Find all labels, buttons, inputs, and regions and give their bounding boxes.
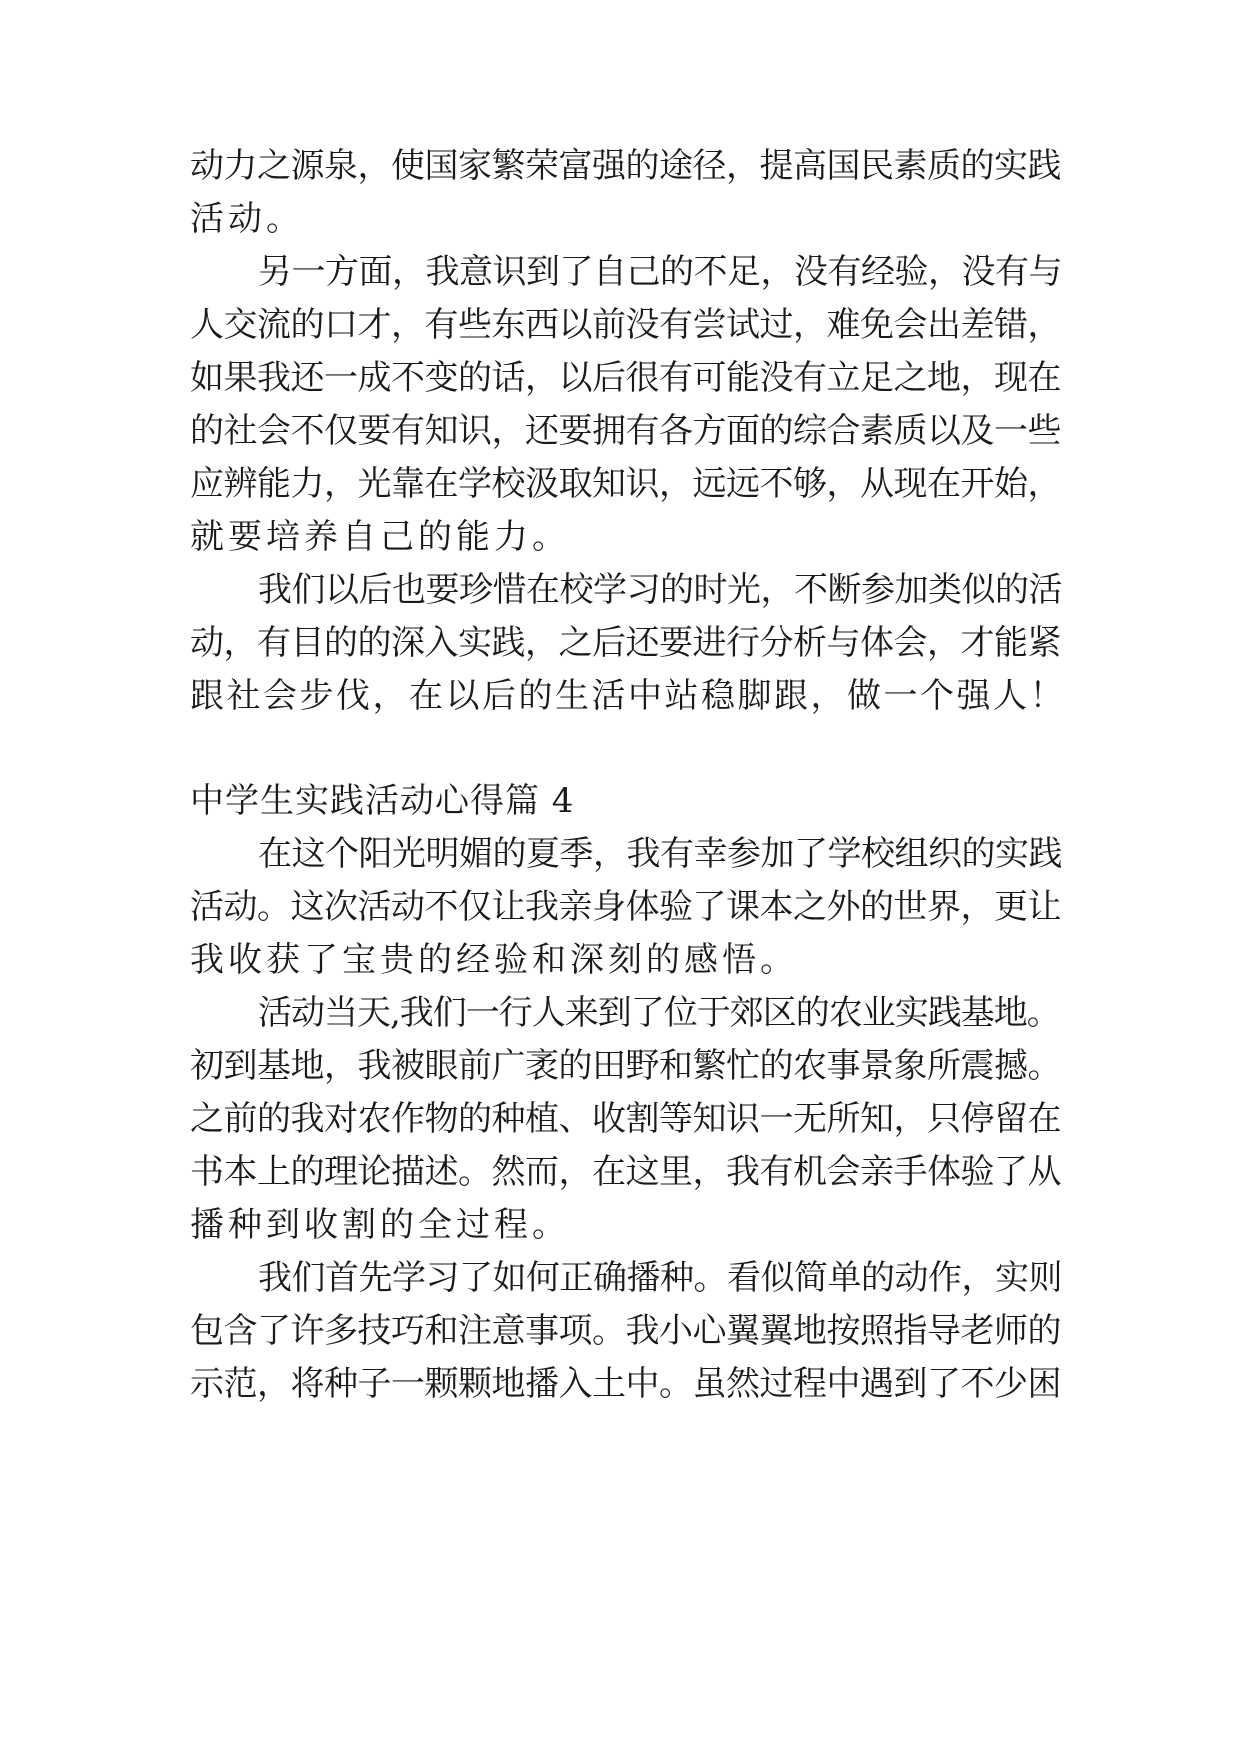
- paragraph-line: 之前的我对农作物的种植、收割等知识一无所知，只停留在: [190, 1099, 1061, 1139]
- paragraph-line: 在这个阳光明媚的夏季，我有幸参加了学校组织的实践: [258, 834, 1062, 874]
- paragraph-line: 跟社会步伐，在以后的生活中站稳脚跟，做一个强人！: [190, 676, 1066, 716]
- paragraph-line: 如果我还一成不变的话，以后很有可能没有立足之地，现在: [190, 358, 1061, 398]
- paragraph-line: 包含了许多技巧和注意事项。我小心翼翼地按照指导老师的: [190, 1311, 1061, 1351]
- section-title: 中学生实践活动心得篇 4: [190, 781, 575, 821]
- paragraph-line: 示范，将种子一颗颗地播入土中。虽然过程中遇到了不少困: [190, 1364, 1061, 1404]
- paragraph-line: 活动。: [190, 199, 304, 239]
- paragraph-line: 活动。这次活动不仅让我亲身体验了课本之外的世界，更让: [190, 887, 1061, 927]
- paragraph-line: 初到基地，我被眼前广袤的田野和繁忙的农事景象所震撼。: [190, 1046, 1061, 1086]
- paragraph-line: 活动当天,我们一行人来到了位于郊区的农业实践基地。: [258, 993, 1060, 1033]
- paragraph-line: 的社会不仅要有知识，还要拥有各方面的综合素质以及一些: [190, 411, 1061, 451]
- paragraph-line: 动力之源泉，使国家繁荣富强的途径，提高国民素质的实践: [190, 146, 1061, 186]
- paragraph-line: 动，有目的的深入实践，之后还要进行分析与体会，才能紧: [190, 623, 1061, 663]
- paragraph-line: 我收获了宝贵的经验和深刻的感悟。: [190, 940, 798, 980]
- paragraph-line: 人交流的口才，有些东西以前没有尝试过，难免会出差错，: [190, 305, 1061, 345]
- paragraph-line: 另一方面，我意识到了自己的不足，没有经验，没有与: [258, 252, 1062, 292]
- paragraph-line: 我们首先学习了如何正确播种。看似简单的动作，实则: [258, 1258, 1062, 1298]
- paragraph-line: 书本上的理论描述。然而，在这里，我有机会亲手体验了从: [190, 1152, 1061, 1192]
- paragraph-line: 应辨能力，光靠在学校汲取知识，远远不够，从现在开始，: [190, 464, 1061, 504]
- paragraph-line: 就要培养自己的能力。: [190, 517, 570, 557]
- paragraph-line: 播种到收割的全过程。: [190, 1205, 570, 1245]
- paragraph-line: 我们以后也要珍惜在校学习的时光，不断参加类似的活: [258, 570, 1062, 610]
